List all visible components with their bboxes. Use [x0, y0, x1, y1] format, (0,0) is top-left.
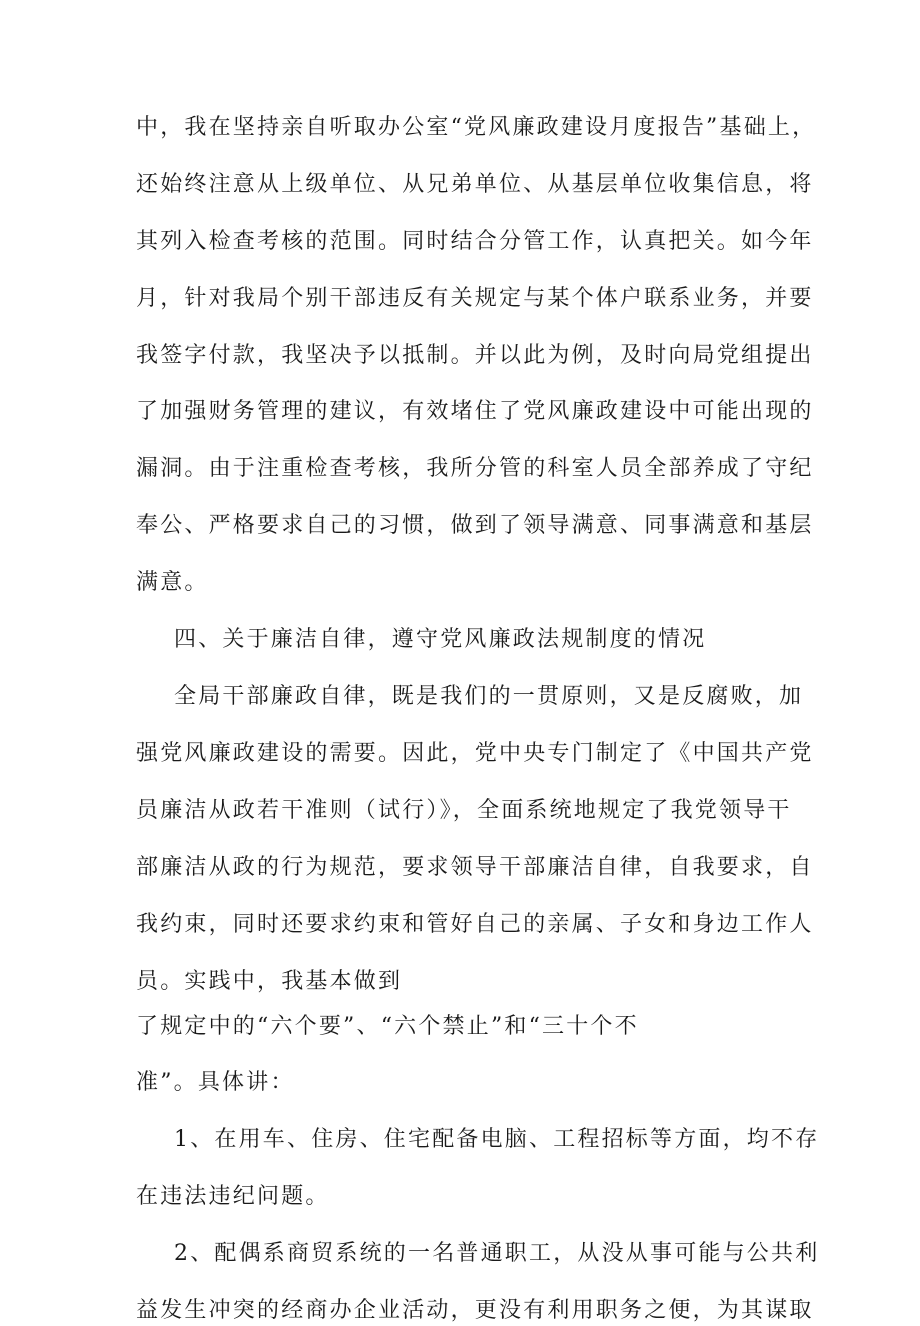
- text-line-11: 全局干部廉政自律，既是我们的一贯原则，又是反腐败，加: [174, 684, 804, 709]
- text-line-14: 部廉洁从政的行为规范，要求领导干部廉洁自律，自我要求，自: [136, 855, 814, 880]
- text-line-15: 我约束，同时还要求约束和管好自己的亲属、子女和身边工作人: [136, 912, 814, 937]
- text-line-17: 了规定中的“六个要”、“六个禁止”和“三十个不: [136, 1014, 639, 1039]
- text-line-12: 强党风廉政建设的需要。因此，党中央专门制定了《中国共产党: [136, 741, 814, 766]
- text-line-8: 奉公、严格要求自己的习惯，做到了领导满意、同事满意和基层: [136, 513, 814, 538]
- list-item-1-line-2: 在违法违纪问题。: [136, 1184, 330, 1209]
- text-line-16: 员。实践中，我基本做到: [136, 969, 403, 994]
- text-line-13: 员廉洁从政若干准则（试行）》，全面系统地规定了我党领导干: [136, 798, 792, 823]
- text-line-2: 还始终注意从上级单位、从兄弟单位、从基层单位收集信息，将: [136, 172, 814, 197]
- text-line-1: 中，我在坚持亲自听取办公室“党风廉政建设月度报告”基础上，: [136, 115, 817, 140]
- text-line-6: 了加强财务管理的建议，有效堵住了党风廉政建设中可能出现的: [136, 399, 814, 424]
- text-line-4: 月，针对我局个别干部违反有关规定与某个体户联系业务，并要: [136, 286, 814, 311]
- section-heading: 四、关于廉洁自律，遵守党风廉政法规制度的情况: [174, 627, 707, 652]
- list-item-1-line-1: 1、在用车、住房、住宅配备电脑、工程招标等方面，均不存: [174, 1127, 820, 1152]
- text-line-7: 漏洞。由于注重检查考核，我所分管的科室人员全部养成了守纪: [136, 456, 814, 481]
- text-line-18: 准”。具体讲：: [136, 1070, 295, 1095]
- list-item-2-line-1: 2、配偶系商贸系统的一名普通职工，从没从事可能与公共利: [174, 1241, 820, 1266]
- list-item-2-line-2: 益发生冲突的经商办企业活动，更没有利用职务之便，为其谋取: [136, 1298, 814, 1323]
- text-line-3: 其列入检查考核的范围。同时结合分管工作，认真把关。如今年: [136, 229, 814, 254]
- text-line-5: 我签字付款，我坚决予以抵制。并以此为例，及时向局党组提出: [136, 343, 814, 368]
- text-line-9: 满意。: [136, 570, 209, 595]
